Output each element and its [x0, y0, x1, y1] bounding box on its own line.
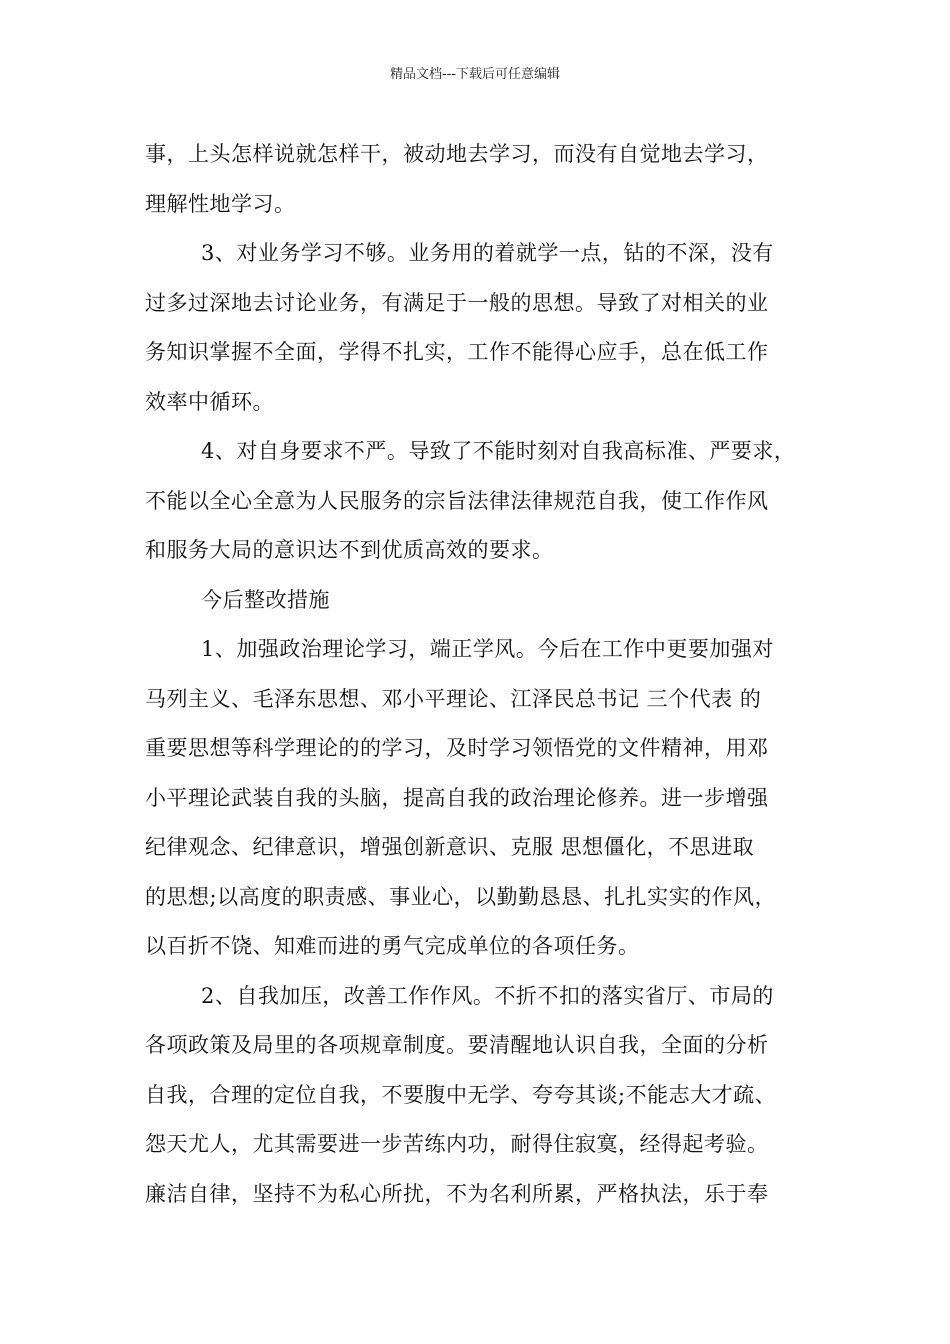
text-line: 务知识掌握不全面，学得不扎实，工作不能得心应手，总在低工作 — [145, 340, 769, 364]
paragraph-start-line: 4、对自身要求不严。导致了不能时刻对自我高标准、严要求， — [201, 439, 796, 463]
text-line: 自我，合理的定位自我，不要腹中无学、夸夸其谈;不能志大才疏、 — [145, 1082, 777, 1107]
text-line: 小平理论武装自我的头脑，提高自我的政治理论修养。进一步增强 — [145, 785, 769, 810]
text-line: 效率中循环。 — [145, 389, 274, 414]
paragraph-start-line: 2、自我加压，改善工作作风。不折不扣的落实省厅、市局的 — [201, 983, 774, 1008]
text-line: 事，上头怎样说就怎样干，被动地去学习，而没有自觉地去学习， — [145, 142, 769, 166]
text-line: 怨天尤人，尤其需要进一步苦练内功，耐得住寂寞，经得起考验。 — [145, 1132, 769, 1156]
page-header: 精品文档---下载后可任意编辑 — [389, 67, 561, 82]
text-line: 理解性地学习。 — [145, 191, 296, 216]
paragraph-start-line: 3、对业务学习不够。业务用的着就学一点，钻的不深，没有 — [201, 241, 774, 265]
paragraph-start-line: 1、加强政治理论学习，端正学风。今后在工作中更要加强对 — [201, 637, 774, 661]
document-body — [145, 130, 825, 1219]
text-line: 廉洁自律，坚持不为私心所扰，不为名利所累，严格执法，乐于奉 — [145, 1181, 769, 1206]
text-line: 不能以全心全意为人民服务的宗旨法律法律规范自我，使工作作风 — [145, 488, 769, 513]
text-line: 的思想;以高度的职责感、事业心，以勤勤恳恳、扎扎实实的作风， — [145, 884, 777, 909]
text-line: 马列主义、毛泽东思想、邓小平理论、江泽民总书记 三个代表 的 — [145, 686, 762, 711]
text-line: 纪律观念、纪律意识，增强创新意识、克服 思想僵化，不思进取 — [145, 835, 755, 859]
section-heading: 今后整改措施 — [201, 587, 330, 612]
text-line: 各项政策及局里的各项规章制度。要清醒地认识自我，全面的分析 — [145, 1033, 769, 1057]
text-line: 以百折不饶、知难而进的勇气完成单位的各项任务。 — [145, 934, 640, 958]
text-line: 和服务大局的意识达不到优质高效的要求。 — [145, 538, 554, 562]
text-line: 重要思想等科学理论的的学习，及时学习领悟党的文件精神，用邓 — [145, 736, 769, 760]
text-line: 过多过深地去讨论业务，有满足于一般的思想。导致了对相关的业 — [145, 290, 769, 315]
